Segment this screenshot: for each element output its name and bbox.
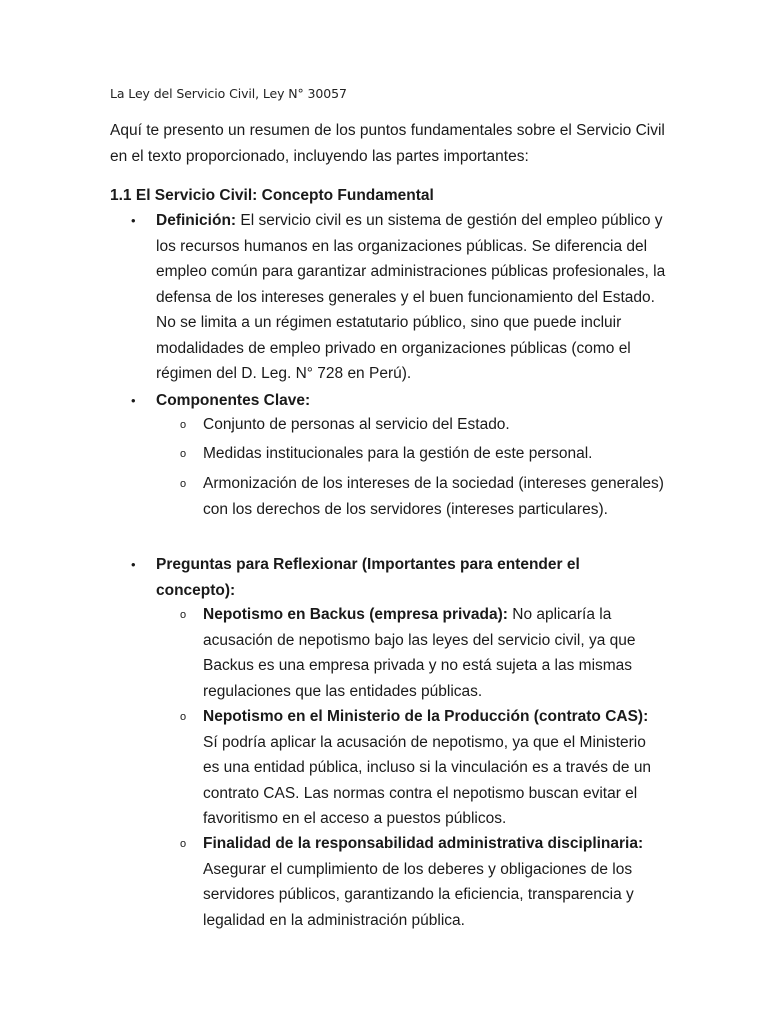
sub-bullet-marker: o bbox=[180, 478, 187, 490]
section-heading: 1.1 El Servicio Civil: Concepto Fundamental bbox=[110, 187, 434, 204]
sub-item-label: Finalidad de la responsabilidad administrativa disciplinaria: bbox=[203, 835, 644, 852]
sub-bullet-marker: o bbox=[180, 419, 187, 431]
list-item-preguntas bbox=[156, 552, 626, 603]
sub-bullet-marker: o bbox=[180, 838, 187, 850]
list-item-definicion bbox=[156, 208, 676, 387]
item-label: Componentes Clave: bbox=[156, 392, 311, 409]
sub-item-label: Nepotismo en el Ministerio de la Producción (contrato CAS): bbox=[203, 708, 649, 725]
sub-item-text: No aplicaría la acusación de nepotismo bajo las leyes del servicio civil, ya que Backus es una empresa privada y no está sujeta a las mismas regulaciones que las entidades públicas. bbox=[203, 606, 636, 700]
sub-item-text: Sí podría aplicar la acusación de nepotismo, ya que el Ministerio es una entidad pública, incluso si la vinculación es a través de un contrato CAS. Las normas contra el nepotismo buscan evitar el favoritismo en el acceso a puestos públicos. bbox=[203, 733, 652, 827]
document-title: La Ley del Servicio Civil, Ley N° 30057 bbox=[110, 86, 347, 101]
sub-item-text: Asegurar el cumplimiento de los deberes y obligaciones de los servidores públicos, garantizando la eficiencia, transparencia y legalidad en la administración pública. bbox=[203, 860, 634, 929]
sub-list-item: Armonización de los intereses de la sociedad (intereses generales) con los derechos de los servidores (intereses particulares). bbox=[203, 475, 664, 518]
sub-list-item: Conjunto de personas al servicio del Estado. bbox=[203, 416, 510, 433]
list-item-componentes bbox=[156, 388, 676, 414]
sub-item-label: Nepotismo en Backus (empresa privada): bbox=[203, 606, 508, 623]
bullet-marker: • bbox=[131, 557, 136, 572]
sub-list-item: Medidas institucionales para la gestión de este personal. bbox=[203, 445, 593, 462]
bullet-marker: • bbox=[131, 393, 136, 408]
bullet-marker: • bbox=[131, 213, 136, 228]
item-text: El servicio civil es un sistema de gestión del empleo público y los recursos humanos en las organizaciones públicas. Se diferencia del empleo común para garantizar administraciones públicas profesionales, la defensa de los intereses generales y el buen funcionamiento del Estado. No se limita a un régimen estatutario público, sino que puede incluir modalidades de empleo privado en organizaciones públicas (como el régimen del D. Leg. N° 728 en Perú). bbox=[156, 212, 666, 382]
sub-list-item-backus bbox=[203, 602, 653, 704]
sub-bullet-marker: o bbox=[180, 609, 187, 621]
item-label: Definición: bbox=[156, 212, 237, 229]
item-label: Preguntas para Reflexionar (Importantes para entender el concepto): bbox=[156, 556, 580, 599]
sub-list-item-ministerio bbox=[203, 704, 658, 832]
sub-list-item-finalidad bbox=[203, 831, 658, 933]
sub-bullet-marker: o bbox=[180, 448, 187, 460]
sub-bullet-marker: o bbox=[180, 711, 187, 723]
intro-paragraph: Aquí te presento un resumen de los puntos fundamentales sobre el Servicio Civil en el texto proporcionado, incluyendo las partes importantes: bbox=[110, 122, 665, 165]
